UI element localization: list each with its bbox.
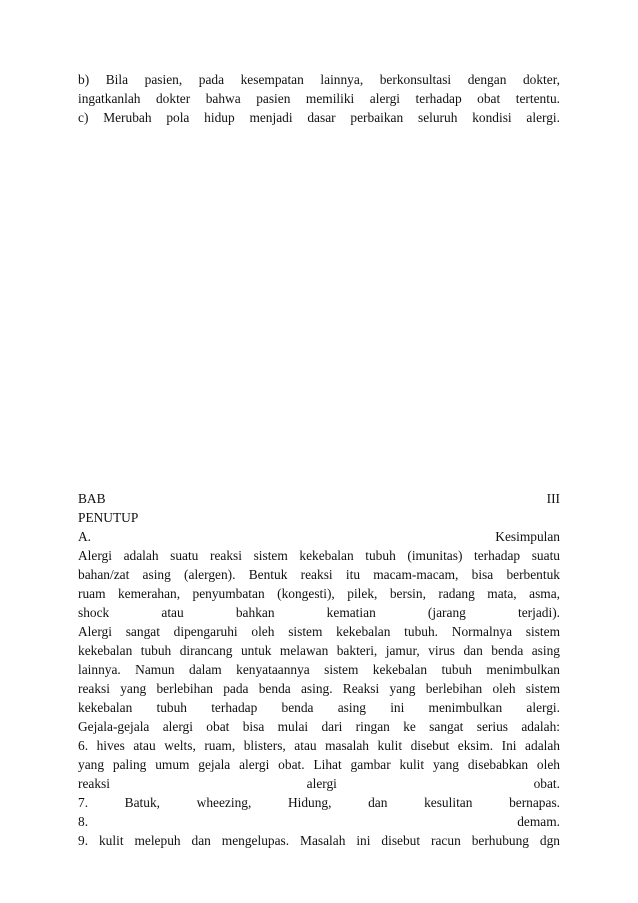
- text-line: lainnya. Namun dalam kenyataannya sistem kekebalan tubuh menimbulkan: [78, 662, 560, 677]
- chapter-title: PENUTUP: [78, 510, 139, 525]
- text-line: Gejala-gejala alergi obat bisa mulai dari ringan ke sangat serius adalah:: [78, 719, 560, 734]
- top-paragraph: [78, 70, 560, 127]
- text-line: kekebalan tubuh dirancang untuk melawan bakteri, jamur, virus dan benda asing: [78, 643, 560, 658]
- text-line: reaksi yang berlebihan pada benda asing. Reaksi yang berlebihan oleh sistem: [78, 681, 560, 696]
- text-line: yang paling umum gejala alergi obat. Lihat gambar kulit yang disebabkan oleh: [78, 757, 560, 772]
- text-line: reaksi alergi obat.: [78, 776, 560, 791]
- chapter-heading: BAB III: [78, 491, 560, 506]
- chapter-section: [78, 489, 560, 850]
- text-line: bahan/zat asing (alergen). Bentuk reaksi itu macam-macam, bisa berbentuk: [78, 567, 560, 582]
- list-item: 7. Batuk, wheezing, Hidung, dan kesulitan bernapas.: [78, 795, 560, 810]
- text-line: shock atau bahkan kematian (jarang terjadi).: [78, 605, 560, 620]
- text-line: c) Merubah pola hidup menjadi dasar perbaikan seluruh kondisi alergi.: [78, 110, 560, 125]
- text-line: Alergi adalah suatu reaksi sistem kekebalan tubuh (imunitas) terhadap suatu: [78, 548, 560, 563]
- list-item: 9. kulit melepuh dan mengelupas. Masalah ini disebut racun berhubung dgn: [78, 833, 560, 848]
- list-item: 6. hives atau welts, ruam, blisters, atau masalah kulit disebut eksim. Ini adalah: [78, 738, 560, 753]
- list-item: 8. demam.: [78, 814, 560, 829]
- text-line: ruam kemerahan, penyumbatan (kongesti), pilek, bersin, radang mata, asma,: [78, 586, 560, 601]
- document-page: [78, 0, 560, 903]
- text-line: b) Bila pasien, pada kesempatan lainnya, berkonsultasi dengan dokter,: [78, 72, 560, 87]
- text-line: Alergi sangat dipengaruhi oleh sistem kekebalan tubuh. Normalnya sistem: [78, 624, 560, 639]
- text-line: kekebalan tubuh terhadap benda asing ini menimbulkan alergi.: [78, 700, 560, 715]
- section-heading: A. Kesimpulan: [78, 529, 560, 544]
- text-line: ingatkanlah dokter bahwa pasien memiliki alergi terhadap obat tertentu.: [78, 91, 560, 106]
